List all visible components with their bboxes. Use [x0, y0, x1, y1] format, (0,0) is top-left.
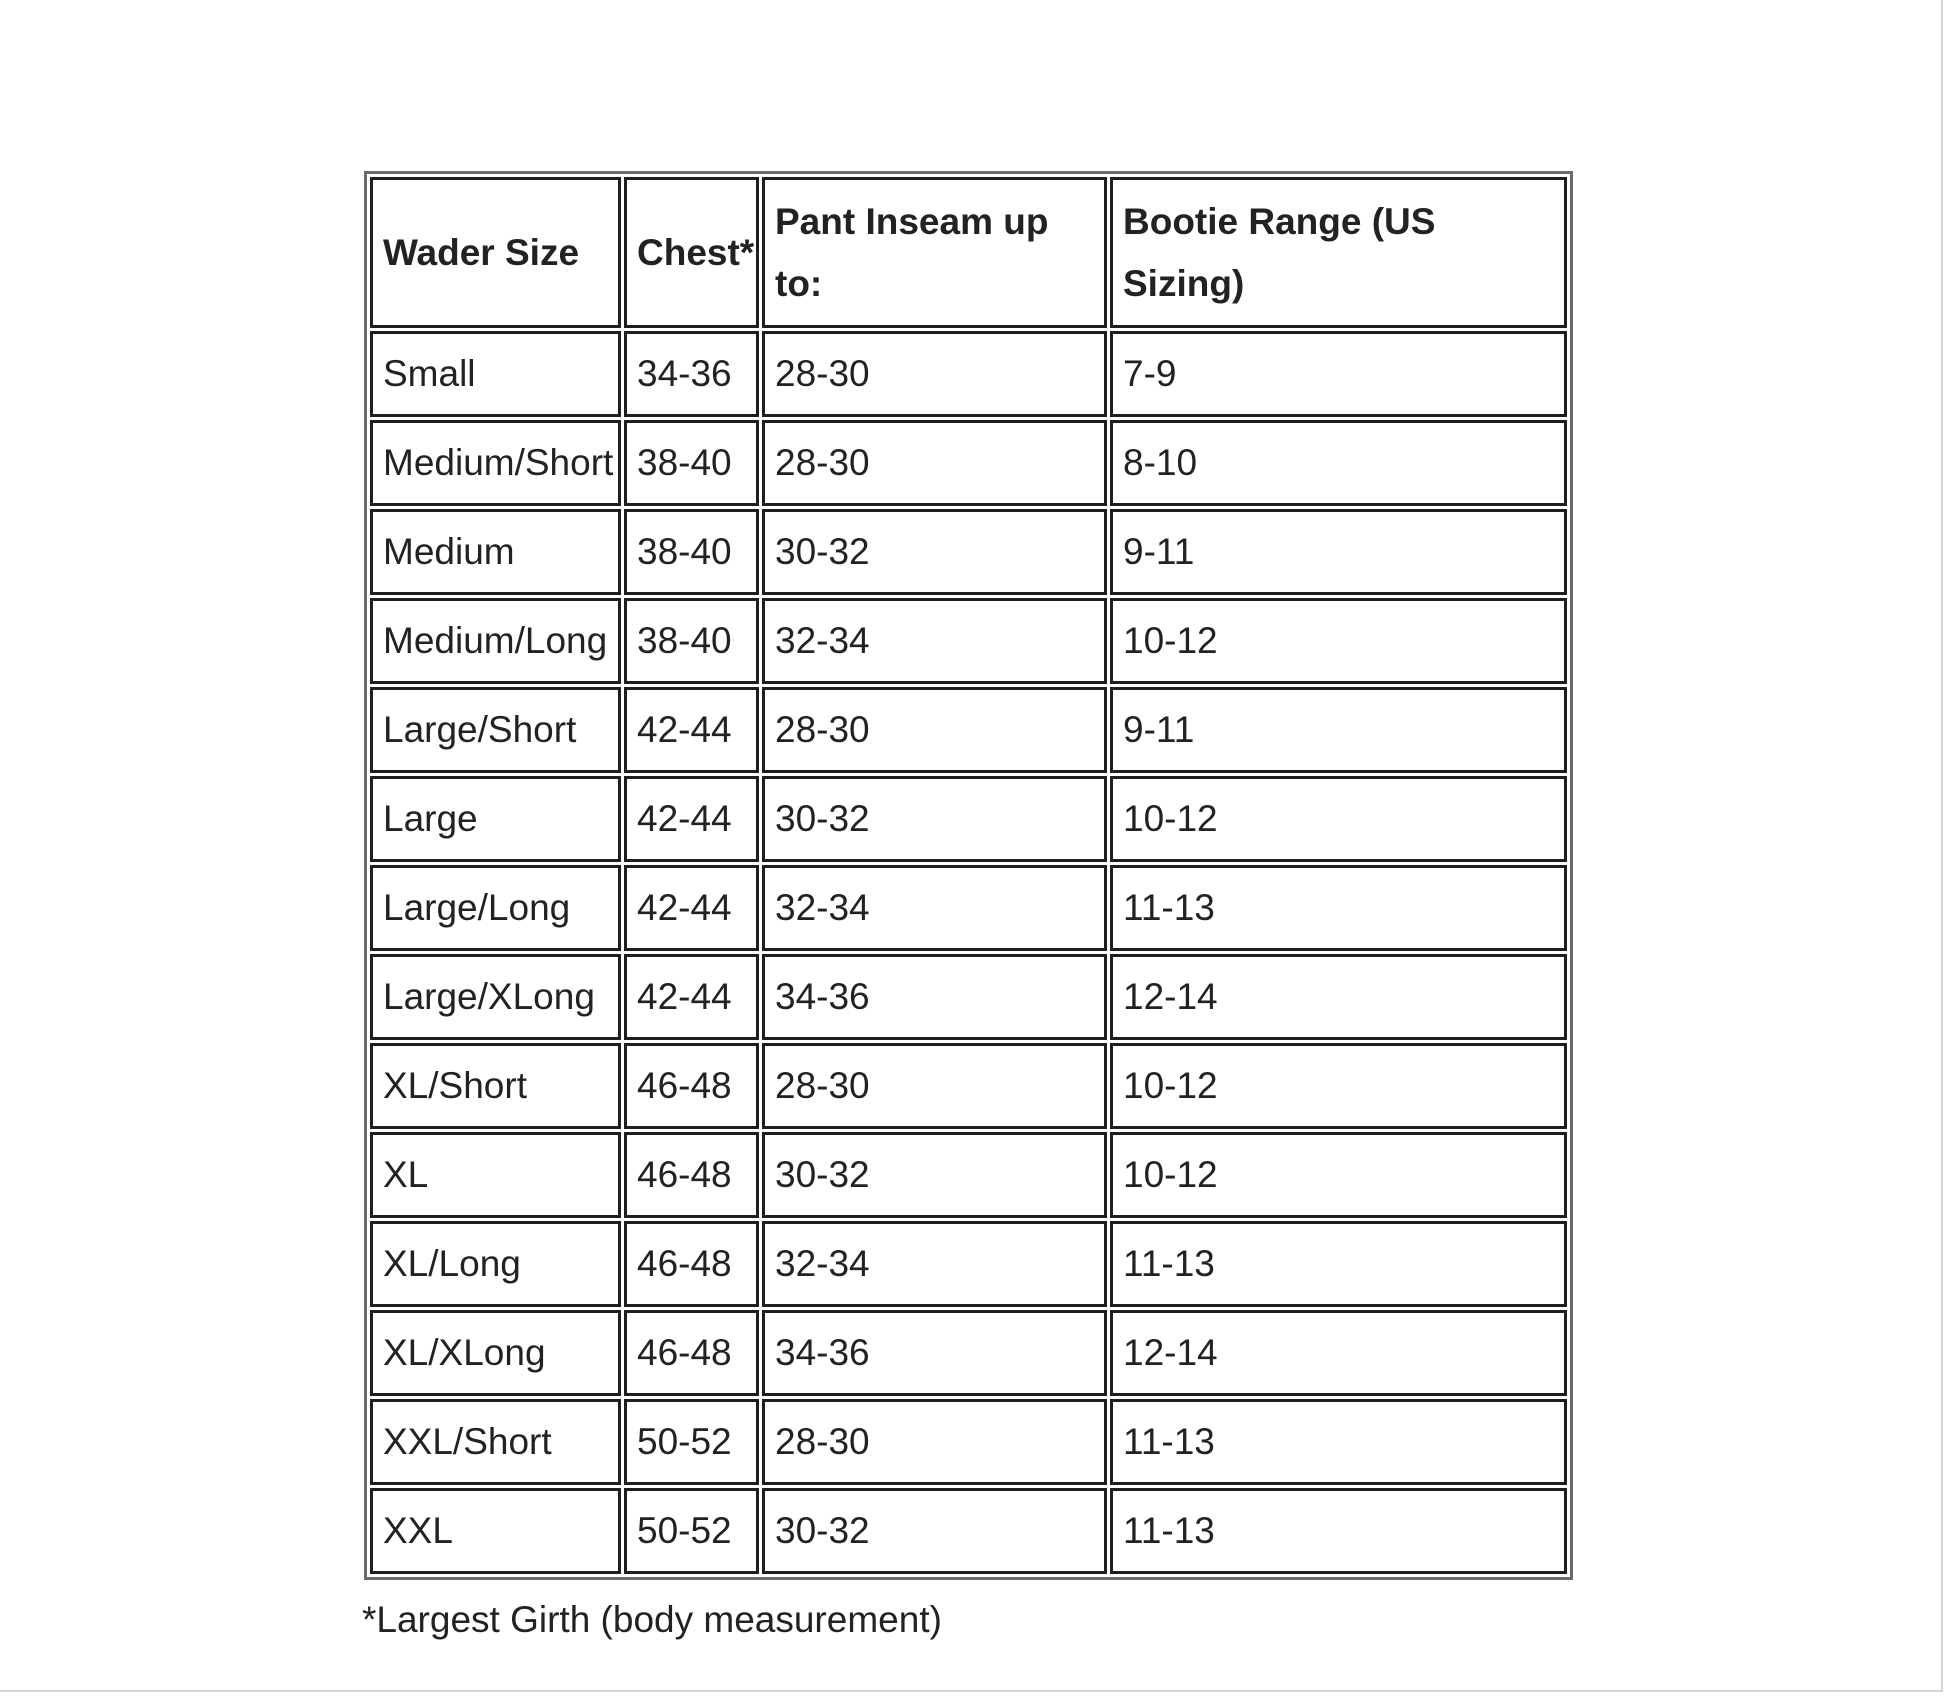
header-pant-inseam: Pant Inseam up to:: [762, 177, 1107, 328]
cell-bootie-range: 7-9: [1110, 331, 1567, 417]
cell-wader-size: Large/Long: [370, 865, 621, 951]
cell-pant-inseam: 28-30: [762, 420, 1107, 506]
cell-wader-size: Medium/Long: [370, 598, 621, 684]
cell-pant-inseam: 28-30: [762, 687, 1107, 773]
table-row: [370, 1132, 1567, 1218]
cell-pant-inseam: 30-32: [762, 1132, 1107, 1218]
table-row: [370, 598, 1567, 684]
cell-pant-inseam: 28-30: [762, 1043, 1107, 1129]
cell-chest: 46-48: [624, 1043, 759, 1129]
wader-size-table: [364, 171, 1573, 1580]
cell-bootie-range: 12-14: [1110, 954, 1567, 1040]
cell-chest: 34-36: [624, 331, 759, 417]
cell-bootie-range: 8-10: [1110, 420, 1567, 506]
cell-bootie-range: 10-12: [1110, 1132, 1567, 1218]
cell-bootie-range: 11-13: [1110, 865, 1567, 951]
table-row: [370, 865, 1567, 951]
cell-chest: 42-44: [624, 954, 759, 1040]
cell-pant-inseam: 30-32: [762, 509, 1107, 595]
cell-pant-inseam: 32-34: [762, 598, 1107, 684]
cell-chest: 42-44: [624, 687, 759, 773]
cell-wader-size: XXL/Short: [370, 1399, 621, 1485]
cell-pant-inseam: 30-32: [762, 776, 1107, 862]
cell-wader-size: Large/XLong: [370, 954, 621, 1040]
cell-wader-size: XL: [370, 1132, 621, 1218]
table-row: [370, 1043, 1567, 1129]
cell-pant-inseam: 34-36: [762, 954, 1107, 1040]
cell-bootie-range: 12-14: [1110, 1310, 1567, 1396]
page-bottom-border: [0, 1690, 1943, 1692]
cell-wader-size: Large: [370, 776, 621, 862]
cell-bootie-range: 10-12: [1110, 1043, 1567, 1129]
cell-bootie-range: 11-13: [1110, 1221, 1567, 1307]
cell-wader-size: XL/XLong: [370, 1310, 621, 1396]
cell-pant-inseam: 28-30: [762, 1399, 1107, 1485]
cell-bootie-range: 10-12: [1110, 776, 1567, 862]
cell-bootie-range: 9-11: [1110, 687, 1567, 773]
table-row: [370, 776, 1567, 862]
cell-wader-size: Medium/Short: [370, 420, 621, 506]
cell-wader-size: Large/Short: [370, 687, 621, 773]
table-row: [370, 509, 1567, 595]
table-row: [370, 954, 1567, 1040]
cell-pant-inseam: 32-34: [762, 865, 1107, 951]
cell-wader-size: XXL: [370, 1488, 621, 1574]
cell-chest: 42-44: [624, 776, 759, 862]
cell-wader-size: Medium: [370, 509, 621, 595]
table-row: [370, 687, 1567, 773]
cell-chest: 42-44: [624, 865, 759, 951]
cell-bootie-range: 11-13: [1110, 1399, 1567, 1485]
cell-wader-size: XL/Long: [370, 1221, 621, 1307]
cell-bootie-range: 10-12: [1110, 598, 1567, 684]
cell-chest: 38-40: [624, 420, 759, 506]
header-bootie-range: Bootie Range (US Sizing): [1110, 177, 1567, 328]
cell-pant-inseam: 32-34: [762, 1221, 1107, 1307]
table-row: [370, 420, 1567, 506]
cell-bootie-range: 11-13: [1110, 1488, 1567, 1574]
cell-chest: 50-52: [624, 1399, 759, 1485]
cell-pant-inseam: 28-30: [762, 331, 1107, 417]
table-row: [370, 331, 1567, 417]
header-wader-size: Wader Size: [370, 177, 621, 328]
cell-chest: 50-52: [624, 1488, 759, 1574]
table-header-row: [370, 177, 1567, 328]
cell-chest: 38-40: [624, 509, 759, 595]
cell-wader-size: Small: [370, 331, 621, 417]
cell-bootie-range: 9-11: [1110, 509, 1567, 595]
cell-wader-size: XL/Short: [370, 1043, 621, 1129]
cell-pant-inseam: 34-36: [762, 1310, 1107, 1396]
cell-chest: 46-48: [624, 1310, 759, 1396]
cell-chest: 38-40: [624, 598, 759, 684]
cell-chest: 46-48: [624, 1132, 759, 1218]
chest-footnote: *Largest Girth (body measurement): [362, 1599, 942, 1640]
cell-pant-inseam: 30-32: [762, 1488, 1107, 1574]
page-right-border: [1941, 0, 1943, 1690]
table-row: [370, 1310, 1567, 1396]
cell-chest: 46-48: [624, 1221, 759, 1307]
header-chest: Chest*: [624, 177, 759, 328]
table-row: [370, 1399, 1567, 1485]
table-row: [370, 1221, 1567, 1307]
table-row: [370, 1488, 1567, 1574]
